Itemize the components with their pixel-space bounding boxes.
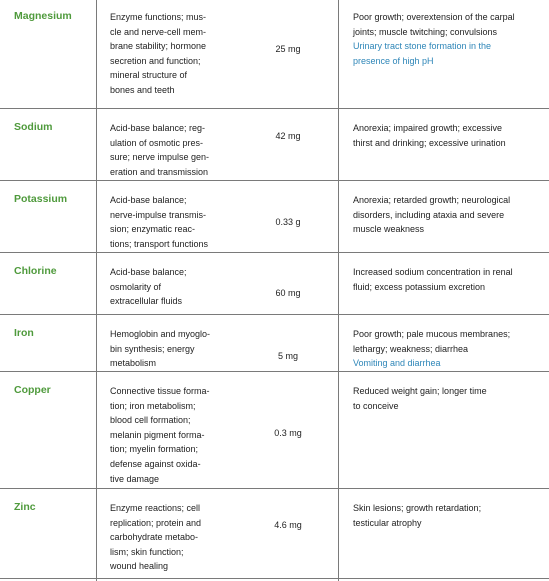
deficiency-highlight-line: presence of high pH — [353, 55, 434, 66]
deficiency-cell — [353, 193, 543, 237]
amount-cell: 5 mg — [277, 351, 298, 361]
deficiency-line: Skin lesions; growth retardation; — [353, 503, 482, 513]
column-divider — [338, 0, 339, 581]
functions-cell — [110, 501, 235, 574]
functions-line: eration and transmission — [110, 166, 209, 177]
row-divider — [0, 314, 549, 315]
deficiency-cell — [353, 265, 543, 294]
functions-line: wound healing — [110, 561, 169, 572]
mineral-name: Iron — [14, 327, 34, 339]
mineral-name: Zinc — [14, 501, 36, 513]
functions-line: blood cell formation; — [110, 415, 191, 426]
amount-cell: 25 mg — [275, 44, 301, 54]
functions-line: Enzyme functions; mus- — [110, 12, 207, 22]
amount-cell: 4.6 mg — [274, 520, 302, 530]
mineral-name: Chlorine — [14, 265, 57, 277]
deficiency-line: Poor growth; pale mucous membranes; — [353, 329, 511, 339]
functions-line: Hemoglobin and myoglo- — [110, 329, 211, 339]
functions-line: melanin pigment forma- — [110, 429, 205, 440]
deficiency-line: Anorexia; retarded growth; neurological — [353, 195, 511, 205]
amount-cell: 0.3 mg — [274, 428, 302, 438]
functions-line: bones and teeth — [110, 84, 175, 95]
deficiency-cell — [353, 10, 543, 68]
deficiency-line: Poor growth; overextension of the carpal — [353, 12, 515, 22]
deficiency-line: muscle weakness — [353, 224, 425, 235]
functions-line: extracellular fluids — [110, 296, 183, 307]
functions-line: carbohydrate metabo- — [110, 532, 199, 543]
deficiency-line: to conceive — [353, 400, 399, 411]
column-divider — [96, 0, 97, 581]
functions-line: bin synthesis; energy — [110, 343, 195, 354]
deficiency-line: Increased sodium concentration in renal — [353, 267, 513, 277]
functions-line: Connective tissue forma- — [110, 386, 210, 396]
functions-line: Acid-base balance; — [110, 267, 187, 277]
functions-line: tion; myelin formation; — [110, 444, 199, 455]
functions-line: secretion and function; — [110, 55, 201, 66]
functions-cell — [110, 327, 235, 371]
deficiency-line: testicular atrophy — [353, 517, 422, 528]
deficiency-line: Reduced weight gain; longer time — [353, 386, 487, 396]
mineral-name: Copper — [14, 384, 51, 396]
deficiency-cell — [353, 327, 543, 371]
functions-cell — [110, 121, 235, 179]
row-divider — [0, 578, 549, 579]
row-divider — [0, 488, 549, 489]
deficiency-line: joints; muscle twitching; convulsions — [353, 26, 498, 37]
deficiency-highlight-line: Vomiting and diarrhea — [353, 358, 441, 369]
deficiency-cell — [353, 501, 543, 530]
deficiency-line: fluid; excess potassium excretion — [353, 281, 486, 292]
functions-line: metabolism — [110, 358, 157, 369]
deficiency-cell — [353, 384, 543, 413]
functions-line: ulation of osmotic pres- — [110, 137, 204, 148]
deficiency-line: thirst and drinking; excessive urination — [353, 137, 506, 148]
amount-cell: 60 mg — [275, 288, 301, 298]
mineral-name: Potassium — [14, 193, 68, 205]
deficiency-highlight-line: Urinary tract stone formation in the — [353, 41, 492, 52]
amount-cell: 0.33 g — [275, 217, 301, 227]
functions-line: Acid-base balance; — [110, 195, 187, 205]
row-divider — [0, 371, 549, 372]
functions-line: tions; transport functions — [110, 238, 209, 249]
functions-line: Acid-base balance; reg- — [110, 123, 206, 133]
functions-line: sion; enzymatic reac- — [110, 224, 196, 235]
amount-cell: 42 mg — [275, 131, 301, 141]
functions-line: replication; protein and — [110, 517, 202, 528]
row-divider — [0, 108, 549, 109]
mineral-name: Magnesium — [14, 10, 72, 22]
functions-line: Enzyme reactions; cell — [110, 503, 201, 513]
functions-cell — [110, 193, 235, 251]
deficiency-cell — [353, 121, 543, 150]
functions-line: cle and nerve-cell mem- — [110, 26, 207, 37]
deficiency-line: disorders, including ataxia and severe — [353, 209, 505, 220]
functions-line: tion; iron metabolism; — [110, 400, 196, 411]
functions-cell — [110, 265, 235, 309]
mineral-name: Sodium — [14, 121, 53, 133]
deficiency-line: Anorexia; impaired growth; excessive — [353, 123, 503, 133]
functions-line: lism; skin function; — [110, 546, 184, 557]
functions-line: sure; nerve impulse gen- — [110, 152, 210, 163]
row-divider — [0, 180, 549, 181]
functions-line: brane stability; hormone — [110, 41, 207, 52]
row-divider — [0, 252, 549, 253]
functions-line: defense against oxida- — [110, 458, 201, 469]
functions-line: tive damage — [110, 473, 160, 484]
deficiency-line: lethargy; weakness; diarrhea — [353, 343, 469, 354]
functions-line: mineral structure of — [110, 70, 188, 81]
functions-cell — [110, 10, 235, 98]
functions-line: osmolarity of — [110, 281, 162, 292]
functions-line: nerve-impulse transmis- — [110, 209, 207, 220]
functions-cell — [110, 384, 235, 486]
